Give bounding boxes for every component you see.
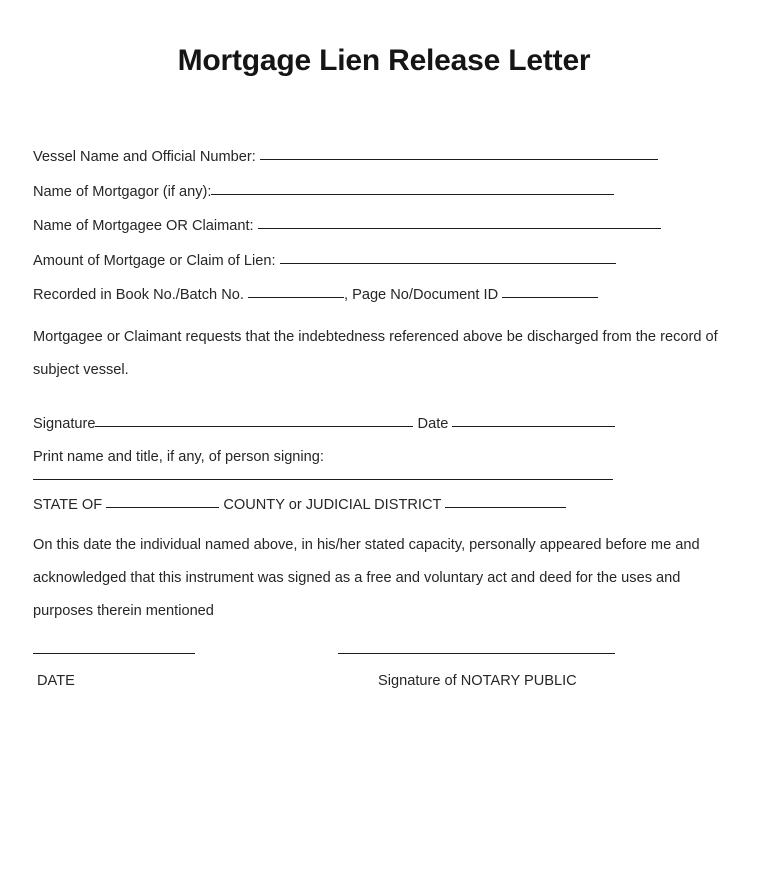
field-mortgagee-label: Name of Mortgagee OR Claimant: <box>33 218 254 234</box>
print-name-label: Print name and title, if any, of person signing: <box>33 448 324 465</box>
print-name-blank[interactable] <box>33 479 613 480</box>
signature-date-blank[interactable] <box>452 415 615 427</box>
field-vessel-name-label: Vessel Name and Official Number: <box>33 149 256 165</box>
county-blank[interactable] <box>445 496 566 508</box>
field-mortgagee-blank[interactable] <box>258 217 661 229</box>
page-title: Mortgage Lien Release Letter <box>177 44 591 77</box>
signature-label: Signature <box>33 415 96 432</box>
print-name-row <box>33 449 743 465</box>
state-of-blank[interactable] <box>106 496 219 508</box>
notary-signature-label: Signature of NOTARY PUBLIC <box>378 672 577 689</box>
notary-footer-rules <box>33 647 743 661</box>
signature-row <box>33 415 743 432</box>
field-amount-row <box>33 252 743 269</box>
notary-footer-labels <box>33 673 743 695</box>
signature-blank[interactable] <box>95 415 413 427</box>
notary-date-label: DATE <box>37 672 75 689</box>
field-recorded-label-page: , Page No/Document ID <box>343 287 499 303</box>
request-paragraph: Mortgagee or Claimant requests that the indebtedness referenced above be discharged from the record of subject vessel. <box>33 328 718 378</box>
field-book-number-blank[interactable] <box>248 286 344 298</box>
field-vessel-name-blank[interactable] <box>260 148 658 160</box>
print-name-blank-wrap <box>33 479 743 480</box>
document-body <box>33 148 743 695</box>
field-amount-label: Amount of Mortgage or Claim of Lien: <box>33 252 276 269</box>
field-mortgagor-blank[interactable] <box>211 183 614 195</box>
notary-jurisdiction-row <box>33 496 743 513</box>
notary-date-blank[interactable] <box>33 653 195 654</box>
acknowledgement-paragraph: On this date the individual named above, in his/her stated capacity, personally appeared before me and acknowledged that this instrument was signed as a free and voluntary act and deed for the uses and purposes therein mentioned <box>33 536 700 619</box>
field-mortgagee-row <box>33 217 743 234</box>
field-mortgagor-row <box>33 183 743 200</box>
spacer-before-signature <box>33 387 743 395</box>
county-label: COUNTY or JUDICIAL DISTRICT <box>223 496 442 513</box>
field-recorded-row <box>33 286 743 303</box>
field-document-id-blank[interactable] <box>502 286 598 298</box>
field-amount-blank[interactable] <box>280 252 616 264</box>
field-vessel-name-row <box>33 148 743 165</box>
notary-signature-blank[interactable] <box>338 653 615 654</box>
signature-date-label: Date <box>417 415 449 432</box>
field-mortgagor-label: Name of Mortgagor (if any): <box>33 183 212 200</box>
state-of-label: STATE OF <box>33 496 103 513</box>
field-recorded-label-book: Recorded in Book No./Batch No. <box>33 287 244 303</box>
